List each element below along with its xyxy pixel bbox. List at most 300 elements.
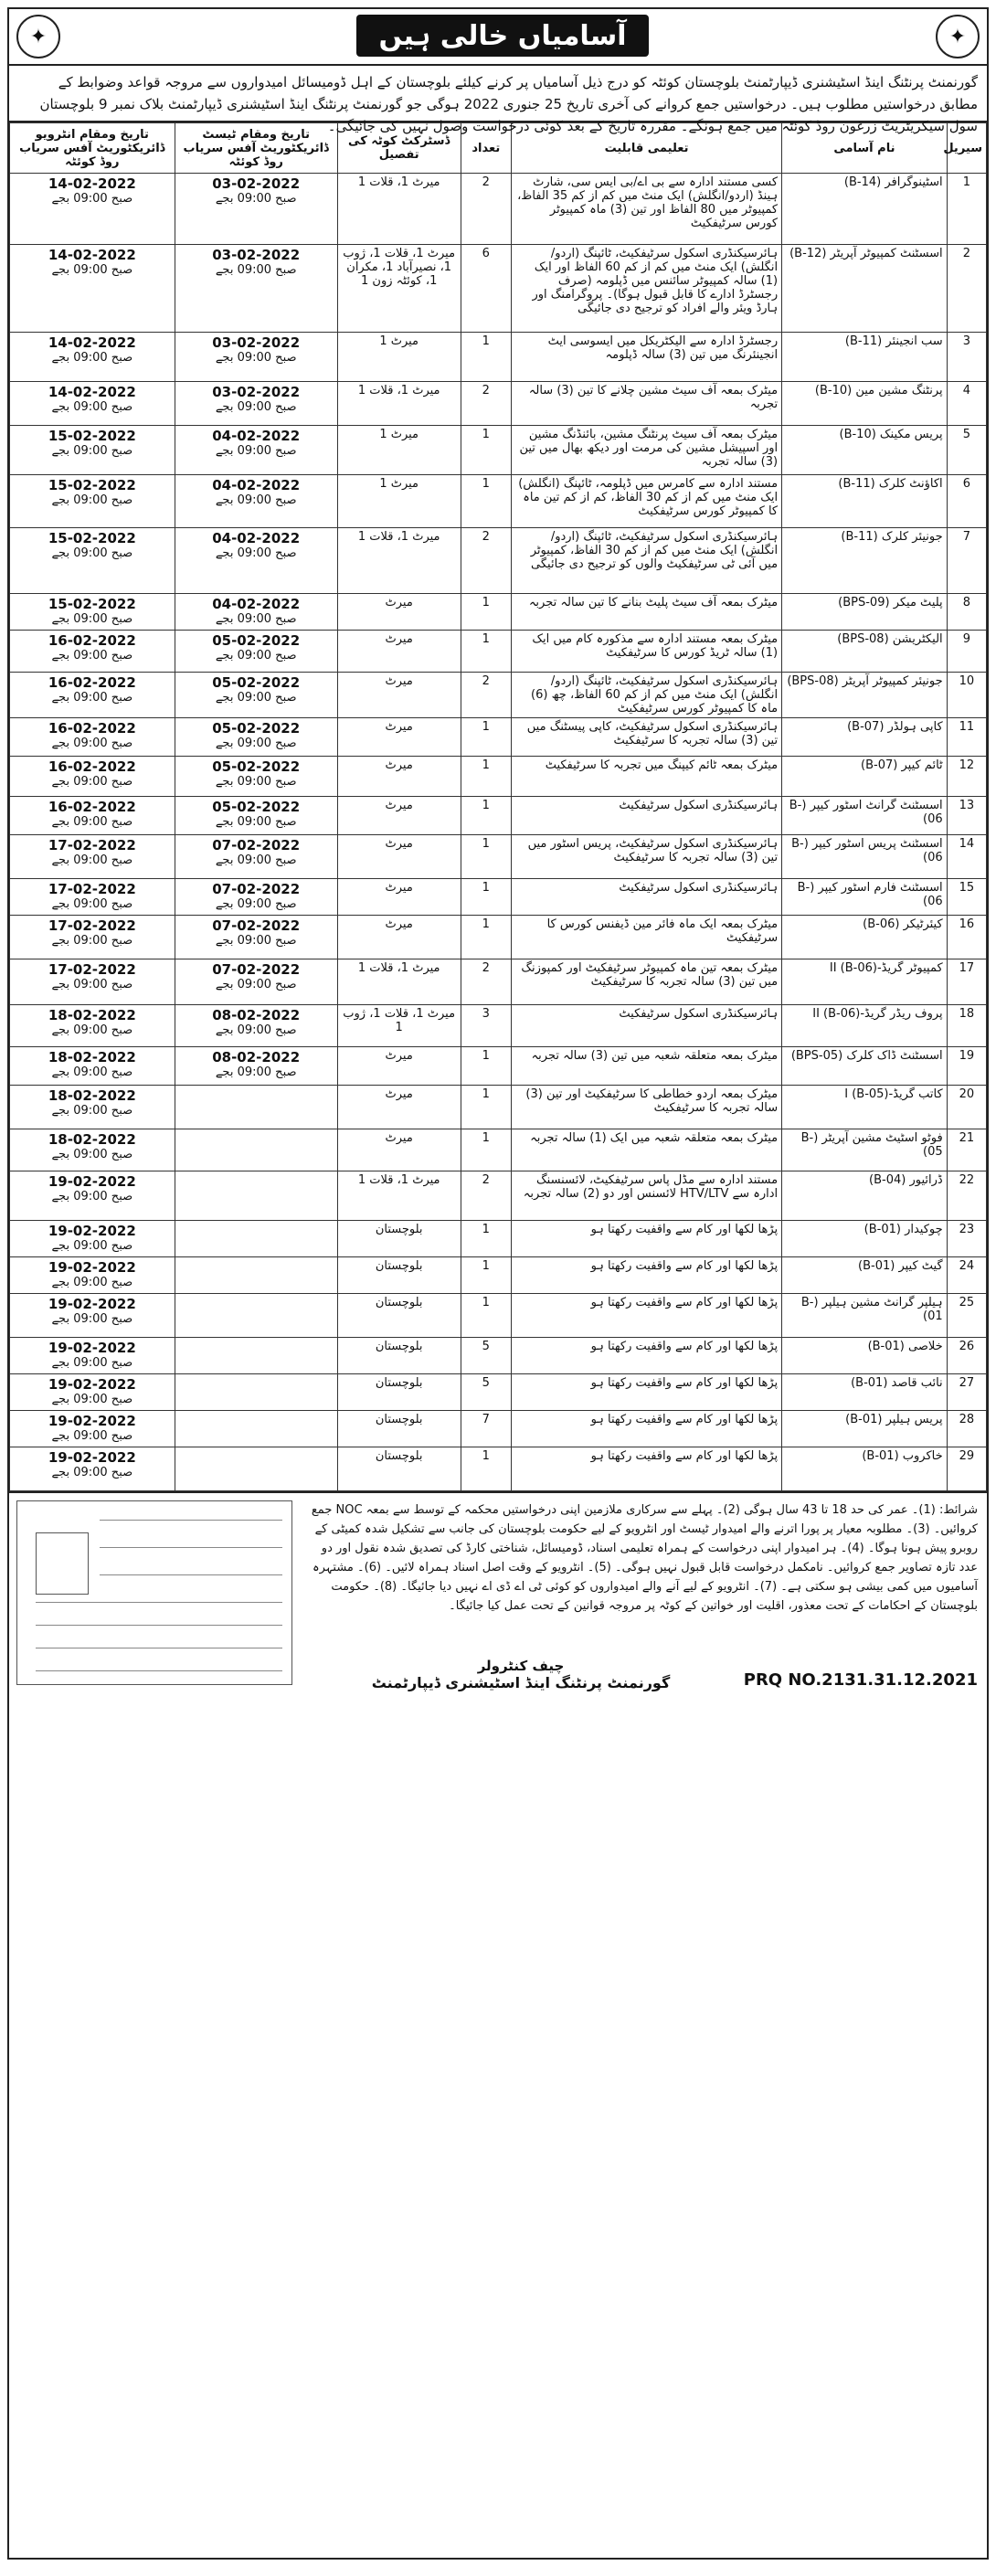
post-name-cell: چوکیدار (B-01) (782, 1221, 948, 1257)
post-name-cell: اسٹینوگرافر (B-14) (782, 174, 948, 245)
sign-dept: گورنمنٹ پرنٹنگ اینڈ اسٹیشنری ڈیپارٹمنٹ (371, 1674, 671, 1691)
qualification-cell: رجسٹرڈ ادارہ سے الیکٹریکل میں ایسوسی ایٹ انجینئرنگ میں تین (3) سالہ ڈپلومہ (511, 333, 781, 382)
time-text: صبح 09:00 بجے (215, 978, 297, 991)
header-sr: سیریل (947, 123, 986, 174)
quota-cell: میرٹ 1، قلات 1، ژوب 1، نصیرآباد 1، مکران 1، کوئٹہ زون 1 (337, 245, 461, 333)
count-cell: 1 (461, 797, 511, 835)
table-row (10, 757, 987, 797)
quota-cell: میرٹ (337, 718, 461, 757)
test-date-cell (175, 1447, 337, 1491)
time-text: صبح 09:00 بجے (215, 612, 297, 626)
time-text: صبح 09:00 بجے (51, 691, 133, 705)
quota-cell: میرٹ 1 (337, 475, 461, 528)
quota-cell: میرٹ (337, 757, 461, 797)
date-text: 19-02-2022 (48, 1376, 136, 1393)
sr-cell: 14 (947, 835, 986, 879)
count-cell: 1 (461, 916, 511, 959)
interview-date-cell (10, 1086, 175, 1129)
qualification-cell: ہائرسیکنڈری اسکول سرٹیفکیٹ (511, 1005, 781, 1047)
date-text: 04-02-2022 (212, 530, 301, 546)
sr-cell: 13 (947, 797, 986, 835)
table-row (10, 528, 987, 594)
time-text: صبح 09:00 بجے (51, 351, 133, 365)
sr-cell: 28 (947, 1411, 986, 1447)
qualification-cell: مستند ادارہ سے مڈل پاس سرٹیفکیٹ، لائسنسنگ ادارہ سے HTV/LTV لائسنس اور دو (2) سالہ تجربہ (511, 1171, 781, 1221)
qualification-cell: میٹرک بمعہ اردو خطاطی کا سرٹیفکیٹ اور تین (3) سالہ تجربہ کا سرٹیفکیٹ (511, 1086, 781, 1129)
test-date-cell (175, 333, 337, 382)
table-row (10, 1447, 987, 1491)
post-name-cell: ٹائم کیپر (B-07) (782, 757, 948, 797)
count-cell: 6 (461, 245, 511, 333)
post-name-cell: اسسٹنٹ کمپیوٹر آپریٹر (B-12) (782, 245, 948, 333)
date-text: 19-02-2022 (48, 1223, 136, 1239)
time-text: صبح 09:00 بجے (215, 192, 297, 206)
table-row (10, 1047, 987, 1086)
interview-date-cell (10, 382, 175, 426)
sr-cell: 19 (947, 1047, 986, 1086)
test-date-cell (175, 382, 337, 426)
post-name-cell: ڈرائیور (B-04) (782, 1171, 948, 1221)
test-date-cell (175, 1221, 337, 1257)
test-date-cell (175, 594, 337, 631)
count-cell: 1 (461, 594, 511, 631)
post-name-cell: خاکروب (B-01) (782, 1447, 948, 1491)
qualification-cell: میٹرک بمعہ ایک ماہ فائر مین ڈیفنس کورس کا سرٹیفکیٹ (511, 916, 781, 959)
date-text: 15-02-2022 (48, 530, 136, 546)
interview-date-cell (10, 797, 175, 835)
sr-cell: 21 (947, 1129, 986, 1171)
qualification-cell: ہائرسیکنڈری اسکول سرٹیفکیٹ، ٹائپنگ (اردو/انگلش) ایک منٹ میں کم از کم 60 الفاظ اور ایک (1) سالہ کمپیوٹر سائنس میں ڈپلومہ (صرف رجسٹرڈ ادارے کا قابل قبول ہوگا)۔ پروگرامنگ اور ہارڈ ویئر والے افراد کو ترجیح دی جائیگی (511, 245, 781, 333)
count-cell: 2 (461, 528, 511, 594)
interview-date-cell (10, 673, 175, 718)
count-cell: 5 (461, 1338, 511, 1374)
date-text: 17-02-2022 (48, 961, 136, 978)
time-text: صبح 09:00 بجے (51, 1356, 133, 1370)
form-line (100, 1574, 282, 1575)
govt-emblem-icon: ✦ (16, 15, 60, 58)
time-text: صبح 09:00 بجے (215, 691, 297, 705)
interview-date-cell (10, 333, 175, 382)
count-cell: 1 (461, 1294, 511, 1338)
table-row (10, 835, 987, 879)
quota-cell: میرٹ 1، قلات 1 (337, 959, 461, 1005)
post-name-cell: کاتب گریڈ-I (B-05) (782, 1086, 948, 1129)
sr-cell: 12 (947, 757, 986, 797)
post-name-cell: پریس ہیلپر (B-01) (782, 1411, 948, 1447)
count-cell: 1 (461, 426, 511, 475)
time-text: صبح 09:00 بجے (51, 1276, 133, 1289)
post-name-cell: اکاؤنٹ کلرک (B-11) (782, 475, 948, 528)
test-date-cell (175, 757, 337, 797)
post-name-cell: اسسٹنٹ گرانٹ اسٹور کیپر (B-06) (782, 797, 948, 835)
sr-cell: 11 (947, 718, 986, 757)
test-date-cell (175, 1411, 337, 1447)
count-cell: 2 (461, 1171, 511, 1221)
test-date-cell (175, 1005, 337, 1047)
count-cell: 1 (461, 1086, 511, 1129)
qualification-cell: میٹرک بمعہ آف سیٹ پلیٹ بنانے کا تین سالہ تجربہ (511, 594, 781, 631)
table-row (10, 245, 987, 333)
time-text: صبح 09:00 بجے (51, 1429, 133, 1443)
post-name-cell: اسسٹنٹ فارم اسٹور کیپر (B-06) (782, 879, 948, 916)
qualification-cell: میٹرک بمعہ مستند ادارہ سے مذکورہ کام میں ایک (1) سالہ ٹریڈ کورس کا سرٹیفکیٹ (511, 631, 781, 673)
date-text: 17-02-2022 (48, 881, 136, 897)
time-text: صبح 09:00 بجے (51, 612, 133, 626)
qualification-cell: ہائرسیکنڈری اسکول سرٹیفکیٹ (511, 879, 781, 916)
date-text: 14-02-2022 (48, 384, 136, 400)
time-text: صبح 09:00 بجے (51, 192, 133, 206)
count-cell: 1 (461, 835, 511, 879)
count-cell: 1 (461, 1129, 511, 1171)
date-text: 15-02-2022 (48, 596, 136, 612)
quota-cell: میرٹ (337, 797, 461, 835)
sr-cell: 16 (947, 916, 986, 959)
date-text: 07-02-2022 (212, 961, 301, 978)
form-line (36, 1670, 282, 1671)
count-cell: 2 (461, 673, 511, 718)
table-row (10, 1338, 987, 1374)
post-name-cell: کمپیوٹر گریڈ-II (B-06) (782, 959, 948, 1005)
interview-date-cell (10, 959, 175, 1005)
interview-date-cell (10, 835, 175, 879)
date-text: 15-02-2022 (48, 428, 136, 444)
count-cell: 1 (461, 1447, 511, 1491)
date-text: 16-02-2022 (48, 632, 136, 649)
date-text: 19-02-2022 (48, 1449, 136, 1466)
test-date-cell (175, 174, 337, 245)
date-text: 05-02-2022 (212, 674, 301, 691)
table-row (10, 1411, 987, 1447)
header-quota: ڈسٹرکٹ کوٹہ کی تفصیل (337, 123, 461, 174)
qualification-cell: پڑھا لکھا اور کام سے واقفیت رکھتا ہو (511, 1221, 781, 1257)
post-name-cell: گیٹ کیپر (B-01) (782, 1257, 948, 1294)
time-text: صبح 09:00 بجے (51, 897, 133, 911)
qualification-cell: کسی مستند ادارہ سے بی اے/بی ایس سی، شارٹ ہینڈ (اردو/انگلش) ایک منٹ میں کم از کم 35 الفاظ، کمپیوٹر میں 80 الفاظ اور تین (3) ماہ کمپیوٹر کورس سرٹیفکیٹ (511, 174, 781, 245)
interview-date-cell (10, 1411, 175, 1447)
time-text: صبح 09:00 بجے (215, 934, 297, 948)
quota-cell: میرٹ 1، قلات 1 (337, 1171, 461, 1221)
qualification-cell: ہائرسیکنڈری اسکول سرٹیفکیٹ، ٹائپنگ (اردو/انگلش) ایک منٹ میں کم از کم 60 الفاظ، چھ (6) ماہ کا کمپیوٹر کورس سرٹیفکیٹ (511, 673, 781, 718)
time-text: صبح 09:00 بجے (51, 1104, 133, 1118)
interview-date-cell (10, 594, 175, 631)
date-text: 16-02-2022 (48, 674, 136, 691)
table-row (10, 594, 987, 631)
table-row (10, 879, 987, 916)
count-cell: 1 (461, 757, 511, 797)
date-text: 07-02-2022 (212, 917, 301, 934)
interview-date-cell (10, 1171, 175, 1221)
time-text: صبح 09:00 بجے (215, 1023, 297, 1037)
date-text: 19-02-2022 (48, 1413, 136, 1429)
post-name-cell: کیئرٹیکر (B-06) (782, 916, 948, 959)
date-text: 04-02-2022 (212, 596, 301, 612)
quota-cell: بلوچستان (337, 1221, 461, 1257)
quota-cell: میرٹ (337, 1086, 461, 1129)
time-text: صبح 09:00 بجے (51, 400, 133, 414)
sr-cell: 25 (947, 1294, 986, 1338)
qualification-cell: پڑھا لکھا اور کام سے واقفیت رکھتا ہو (511, 1447, 781, 1491)
interview-date-cell (10, 528, 175, 594)
qualification-cell: پڑھا لکھا اور کام سے واقفیت رکھتا ہو (511, 1294, 781, 1338)
terms-text: شرائط: (1)۔ عمر کی حد 18 تا 43 سال ہوگی (2)۔ پہلے سے سرکاری ملازمین اپنی درخواستیں محکمہ کے توسط سے بمعہ NOC جمع کروائیں۔ (3)۔ مطلوبہ معیار پر پورا اترنے والے امیدوار ٹیسٹ اور انٹرویو کے لیے حکومت بلوچستان کی جانب سے تشکیل شدہ کمیٹی کے روبرو پیش ہونا ہوگا۔ (4)۔ ہر امیدوار اپنی درخواست کے ہمراہ تعلیمی اسناد، ڈومیسائل، شناختی کارڈ کی تصدیق شدہ نقول اور دو عدد تازہ تصاویر جمع کروائیں۔ نامکمل درخواست قابل قبول نہیں ہوگی۔ (5)۔ انٹرویو کے وقت اصل اسناد ہمراہ لائیں۔ (6)۔ مشتہرہ آسامیوں میں کمی بیشی ہو سکتی ہے۔ (7)۔ انٹرویو کے لیے آنے والے امیدواروں کو کوئی ٹی اے ڈی اے نہیں دیا جائیگا۔ (8)۔ حکومت بلوچستان کے احکامات کے تحت معذور، اقلیت اور خواتین کے کوٹہ پر مروجہ قوانین کے تحت عمل کیا جائیگا۔ (311, 1503, 978, 1613)
date-text: 05-02-2022 (212, 632, 301, 649)
date-text: 05-02-2022 (212, 799, 301, 815)
qualification-cell: مستند ادارہ سے کامرس میں ڈپلومہ، ٹائپنگ (انگلش) ایک منٹ میں کم از کم 30 الفاظ، کم از کم تین ماہ کا کمپیوٹر کورس سرٹیفکیٹ (511, 475, 781, 528)
time-text: صبح 09:00 بجے (51, 1312, 133, 1326)
header-interview: تاریخ ومقام انٹرویو ڈائریکٹوریٹ آفس سریاب روڈ کوئٹہ (10, 123, 175, 174)
time-text: صبح 09:00 بجے (51, 1239, 133, 1253)
interview-date-cell (10, 1129, 175, 1171)
sr-cell: 18 (947, 1005, 986, 1047)
count-cell: 1 (461, 1047, 511, 1086)
interview-date-cell (10, 757, 175, 797)
balochistan-emblem-icon: ✦ (936, 15, 980, 58)
test-date-cell (175, 1047, 337, 1086)
sr-cell: 9 (947, 631, 986, 673)
time-text: صبح 09:00 بجے (215, 1065, 297, 1079)
date-text: 14-02-2022 (48, 175, 136, 192)
table-row (10, 916, 987, 959)
time-text: صبح 09:00 بجے (51, 546, 133, 560)
qualification-cell: ہائرسیکنڈری اسکول سرٹیفکیٹ، پریس اسٹور میں تین (3) سالہ تجربہ کا سرٹیفکیٹ (511, 835, 781, 879)
date-text: 19-02-2022 (48, 1173, 136, 1190)
footer (9, 1491, 987, 1692)
post-name-cell: پریس مکینک (B-10) (782, 426, 948, 475)
interview-date-cell (10, 1221, 175, 1257)
interview-date-cell (10, 631, 175, 673)
table-row (10, 959, 987, 1005)
qualification-cell: ہائرسیکنڈری اسکول سرٹیفکیٹ، ٹائپنگ (اردو/انگلش) ایک منٹ میں کم از کم 30 الفاظ، کمپیوٹر میں آئی ٹی سرٹیفکیٹ والوں کو ترجیح دی جائیگی (511, 528, 781, 594)
time-text: صبح 09:00 بجے (51, 815, 133, 829)
table-row (10, 1221, 987, 1257)
form-line (100, 1547, 282, 1548)
sr-cell: 3 (947, 333, 986, 382)
sr-cell: 27 (947, 1374, 986, 1411)
test-date-cell (175, 718, 337, 757)
interview-date-cell (10, 1257, 175, 1294)
qualification-cell: پڑھا لکھا اور کام سے واقفیت رکھتا ہو (511, 1257, 781, 1294)
table-row (10, 382, 987, 426)
quota-cell: میرٹ 1 (337, 426, 461, 475)
date-text: 18-02-2022 (48, 1131, 136, 1148)
header-count: تعداد (461, 123, 511, 174)
sr-cell: 2 (947, 245, 986, 333)
quota-cell: بلوچستان (337, 1294, 461, 1338)
test-date-cell (175, 528, 337, 594)
time-text: صبح 09:00 بجے (215, 649, 297, 663)
time-text: صبح 09:00 بجے (215, 853, 297, 867)
test-date-cell (175, 1338, 337, 1374)
time-text: صبح 09:00 بجے (215, 351, 297, 365)
sign-title: چیف کنٹرولر (477, 1658, 565, 1674)
form-line (100, 1520, 282, 1521)
sr-cell: 10 (947, 673, 986, 718)
date-text: 18-02-2022 (48, 1049, 136, 1065)
header (9, 9, 987, 66)
test-date-cell (175, 1086, 337, 1129)
quota-cell: بلوچستان (337, 1374, 461, 1411)
time-text: صبح 09:00 بجے (51, 444, 133, 458)
test-date-cell (175, 916, 337, 959)
interview-date-cell (10, 1294, 175, 1338)
qualification-cell: میٹرک بمعہ آف سیٹ پرنٹنگ مشین، بائنڈنگ مشین اور اسپیشل مشین کی مرمت اور دیکھ بھال میں تین (3) سالہ تجربہ (511, 426, 781, 475)
date-text: 17-02-2022 (48, 917, 136, 934)
qualification-cell: میٹرک بمعہ متعلقہ شعبہ میں ایک (1) سالہ تجربہ (511, 1129, 781, 1171)
sr-cell: 22 (947, 1171, 986, 1221)
table-row (10, 475, 987, 528)
quota-cell: میرٹ 1 (337, 333, 461, 382)
date-text: 14-02-2022 (48, 334, 136, 351)
date-text: 07-02-2022 (212, 881, 301, 897)
post-name-cell: خلاصی (B-01) (782, 1338, 948, 1374)
quota-cell: بلوچستان (337, 1447, 461, 1491)
date-text: 07-02-2022 (212, 837, 301, 853)
table-row (10, 797, 987, 835)
date-text: 18-02-2022 (48, 1087, 136, 1104)
post-name-cell: نائب قاصد (B-01) (782, 1374, 948, 1411)
table-row (10, 174, 987, 245)
table-row (10, 1374, 987, 1411)
time-text: صبح 09:00 بجے (215, 444, 297, 458)
test-date-cell (175, 959, 337, 1005)
table-row (10, 718, 987, 757)
sr-cell: 24 (947, 1257, 986, 1294)
interview-date-cell (10, 1047, 175, 1086)
test-date-cell (175, 797, 337, 835)
table-row (10, 673, 987, 718)
post-name-cell: فوٹو اسٹیٹ مشین آپریٹر (B-05) (782, 1129, 948, 1171)
quota-cell: میرٹ 1، قلات 1 (337, 382, 461, 426)
date-text: 03-02-2022 (212, 384, 301, 400)
intro-text: گورنمنٹ پرنٹنگ اینڈ اسٹیشنری ڈیپارٹمنٹ بلوچستان کوئٹہ کو درج ذیل آسامیاں پر کرنے کیلئے بلوچستان کے اہل ڈومیسائل امیدواروں سے مروجہ قواعد وضوابط کے مطابق درخواستیں مطلوب ہیں۔ درخواستیں جمع کروانے کی آخری تاریخ 25 جنوری 2022 ہوگی جو گورنمنٹ پرنٹنگ اینڈ اسٹیشنری ڈیپارٹمنٹ بلاک نمبر 9 بلوچستان سول سیکریٹریٹ زرغون روڈ کوئٹہ میں جمع ہونگے۔ مقررہ تاریخ کے بعد کوئی درخواست وصول نہیں کی جائیگی۔ (9, 66, 987, 122)
time-text: صبح 09:00 بجے (51, 649, 133, 663)
table-row (10, 426, 987, 475)
date-text: 03-02-2022 (212, 175, 301, 192)
post-name-cell: پروف ریڈر گریڈ-II (B-06) (782, 1005, 948, 1047)
form-line (36, 1625, 282, 1626)
table-row (10, 631, 987, 673)
application-form-sample (16, 1500, 292, 1685)
quota-cell: بلوچستان (337, 1411, 461, 1447)
count-cell: 3 (461, 1005, 511, 1047)
count-cell: 1 (461, 879, 511, 916)
prq-number: PRQ NO.2131.31.12.2021 (743, 1670, 978, 1690)
interview-date-cell (10, 916, 175, 959)
vacancies-table (9, 122, 987, 1491)
page-title: آسامیاں خالی ہیں (356, 15, 649, 57)
interview-date-cell (10, 1374, 175, 1411)
quota-cell: میرٹ (337, 1047, 461, 1086)
qualification-cell: پڑھا لکھا اور کام سے واقفیت رکھتا ہو (511, 1374, 781, 1411)
interview-date-cell (10, 174, 175, 245)
quota-cell: میرٹ (337, 835, 461, 879)
time-text: صبح 09:00 بجے (51, 978, 133, 991)
time-text: صبح 09:00 بجے (215, 775, 297, 789)
count-cell: 2 (461, 382, 511, 426)
sr-cell: 7 (947, 528, 986, 594)
date-text: 05-02-2022 (212, 720, 301, 737)
sr-cell: 23 (947, 1221, 986, 1257)
test-date-cell (175, 631, 337, 673)
time-text: صبح 09:00 بجے (51, 737, 133, 750)
test-date-cell (175, 1294, 337, 1338)
date-text: 03-02-2022 (212, 334, 301, 351)
qualification-cell: میٹرک بمعہ تین ماہ کمپیوٹر سرٹیفکیٹ اور کمپوزنگ میں تین (3) سالہ تجربہ کا سرٹیفکیٹ (511, 959, 781, 1005)
test-date-cell (175, 673, 337, 718)
qualification-cell: پڑھا لکھا اور کام سے واقفیت رکھتا ہو (511, 1338, 781, 1374)
time-text: صبح 09:00 بجے (51, 775, 133, 789)
time-text: صبح 09:00 بجے (51, 263, 133, 277)
time-text: صبح 09:00 بجے (215, 493, 297, 507)
qualification-cell: ہائرسیکنڈری اسکول سرٹیفکیٹ، کاپی پیسٹنگ میں تین (3) سالہ تجربہ کا سرٹیفکیٹ (511, 718, 781, 757)
date-text: 04-02-2022 (212, 428, 301, 444)
table-row (10, 1005, 987, 1047)
date-text: 04-02-2022 (212, 477, 301, 493)
time-text: صبح 09:00 بجے (51, 1023, 133, 1037)
test-date-cell (175, 426, 337, 475)
interview-date-cell (10, 1005, 175, 1047)
count-cell: 1 (461, 1221, 511, 1257)
count-cell: 2 (461, 174, 511, 245)
time-text: صبح 09:00 بجے (215, 400, 297, 414)
date-text: 14-02-2022 (48, 247, 136, 263)
post-name-cell: پرنٹنگ مشین مین (B-10) (782, 382, 948, 426)
post-name-cell: جونیئر کمپیوٹر آپریٹر (BPS-08) (782, 673, 948, 718)
test-date-cell (175, 475, 337, 528)
time-text: صبح 09:00 بجے (51, 1466, 133, 1479)
sr-cell: 1 (947, 174, 986, 245)
header-test: تاریخ ومقام ٹیسٹ ڈائریکٹوریٹ آفس سریاب روڈ کوئٹہ (175, 123, 337, 174)
time-text: صبح 09:00 بجے (51, 853, 133, 867)
quota-cell: میرٹ (337, 673, 461, 718)
date-text: 03-02-2022 (212, 247, 301, 263)
interview-date-cell (10, 718, 175, 757)
date-text: 16-02-2022 (48, 720, 136, 737)
test-date-cell (175, 835, 337, 879)
post-name-cell: اسسٹنٹ ڈاک کلرک (BPS-05) (782, 1047, 948, 1086)
interview-date-cell (10, 879, 175, 916)
quota-cell: میرٹ 1، قلات 1 (337, 528, 461, 594)
count-cell: 1 (461, 475, 511, 528)
sr-cell: 26 (947, 1338, 986, 1374)
quota-cell: میرٹ (337, 1129, 461, 1171)
quota-cell: بلوچستان (337, 1338, 461, 1374)
date-text: 08-02-2022 (212, 1007, 301, 1023)
qualification-cell: میٹرک بمعہ متعلقہ شعبہ میں تین (3) سالہ تجربہ (511, 1047, 781, 1086)
time-text: صبح 09:00 بجے (51, 1148, 133, 1161)
test-date-cell (175, 1129, 337, 1171)
quota-cell: میرٹ 1، قلات 1، ژوب 1 (337, 1005, 461, 1047)
sr-cell: 4 (947, 382, 986, 426)
test-date-cell (175, 1257, 337, 1294)
test-date-cell (175, 245, 337, 333)
time-text: صبح 09:00 بجے (51, 493, 133, 507)
date-text: 08-02-2022 (212, 1049, 301, 1065)
table-body (10, 174, 987, 1491)
interview-date-cell (10, 475, 175, 528)
quota-cell: میرٹ (337, 879, 461, 916)
date-text: 16-02-2022 (48, 799, 136, 815)
time-text: صبح 09:00 بجے (215, 897, 297, 911)
quota-cell: میرٹ (337, 631, 461, 673)
post-name-cell: اسسٹنٹ پریس اسٹور کیپر (B-06) (782, 835, 948, 879)
post-name-cell: پلیٹ میکر (BPS-09) (782, 594, 948, 631)
table-row (10, 1257, 987, 1294)
sr-cell: 17 (947, 959, 986, 1005)
qualification-cell: ہائرسیکنڈری اسکول سرٹیفکیٹ (511, 797, 781, 835)
date-text: 18-02-2022 (48, 1007, 136, 1023)
sr-cell: 20 (947, 1086, 986, 1129)
